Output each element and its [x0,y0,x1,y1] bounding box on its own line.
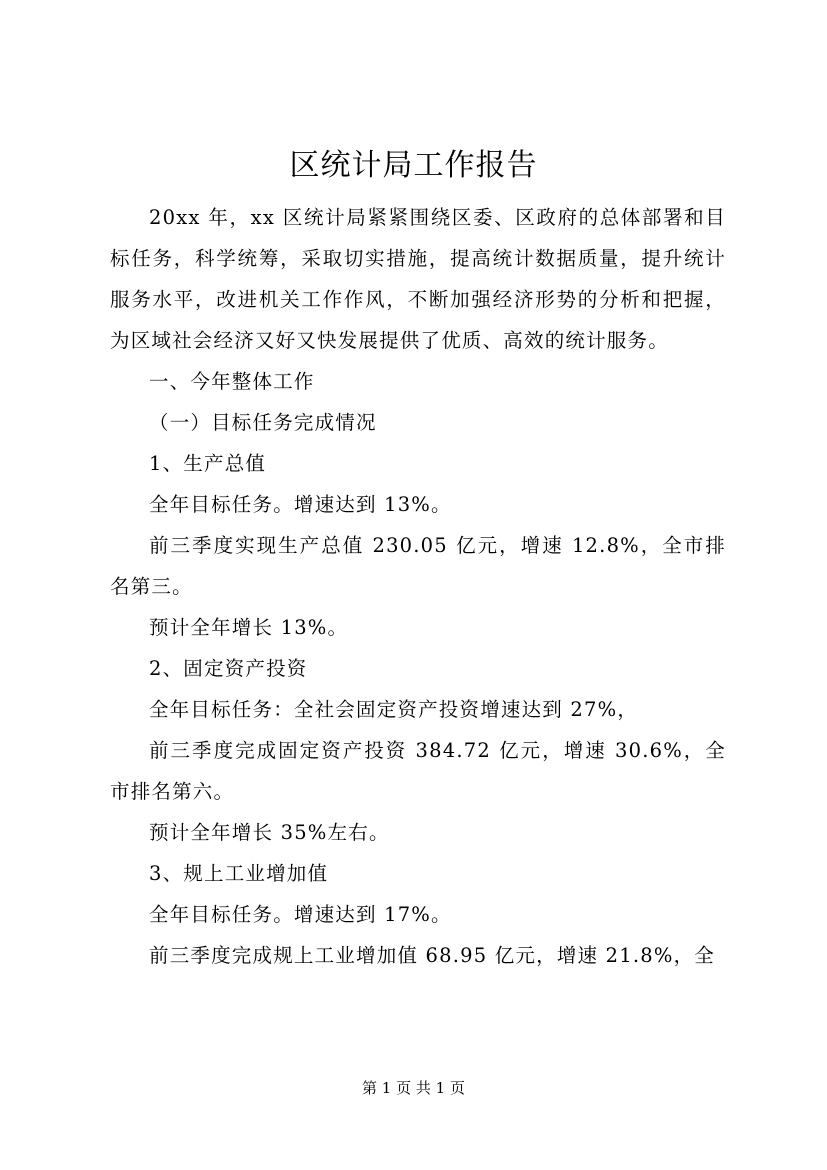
heading-item-gdp: 1、生产总值 [149,452,267,475]
heading-item-industry: 3、规上工业增加值 [149,862,329,885]
paragraph-investment-progress: 前三季度完成固定资产投资 384.72 亿元，增速 30.6%，全市排名第六。 [110,739,726,803]
document-title: 区统计局工作报告 [289,148,538,183]
paragraph-gdp-target: 全年目标任务。增速达到 13%。 [149,493,452,516]
paragraph-gdp-progress: 前三季度实现生产总值 230.05 亿元，增速 12.8%，全市排名第三。 [110,534,726,598]
paragraph-industry-target: 全年目标任务。增速达到 17%。 [149,903,452,926]
heading-subsection-1: （一）目标任务完成情况 [149,411,377,434]
paragraph-investment-target: 全年目标任务：全社会固定资产投资增速达到 27%， [149,698,639,721]
paragraph-investment-forecast: 预计全年增长 35%左右。 [149,821,390,844]
paragraph-intro: 20xx 年，xx 区统计局紧紧围绕区委、区政府的总体部署和目标任务，科学统筹，采取切实措施，提高统计数据质量，提升统计服务水平，改进机关工作作风，不断加强经济形势的分析和把握，为区域社会经济又好又快发展提供了优质、高效的统计服务。 [110,206,726,352]
paragraph-gdp-forecast: 预计全年增长 13%。 [149,616,349,639]
document-body [110,197,726,976]
paragraph-industry-progress: 前三季度完成规上工业增加值 68.95 亿元，增速 21.8%，全 [149,944,715,967]
heading-item-investment: 2、固定资产投资 [149,657,308,680]
heading-section-1: 一、今年整体工作 [149,370,315,393]
page-footer: 第 1 页 共 1 页 [362,1079,465,1097]
